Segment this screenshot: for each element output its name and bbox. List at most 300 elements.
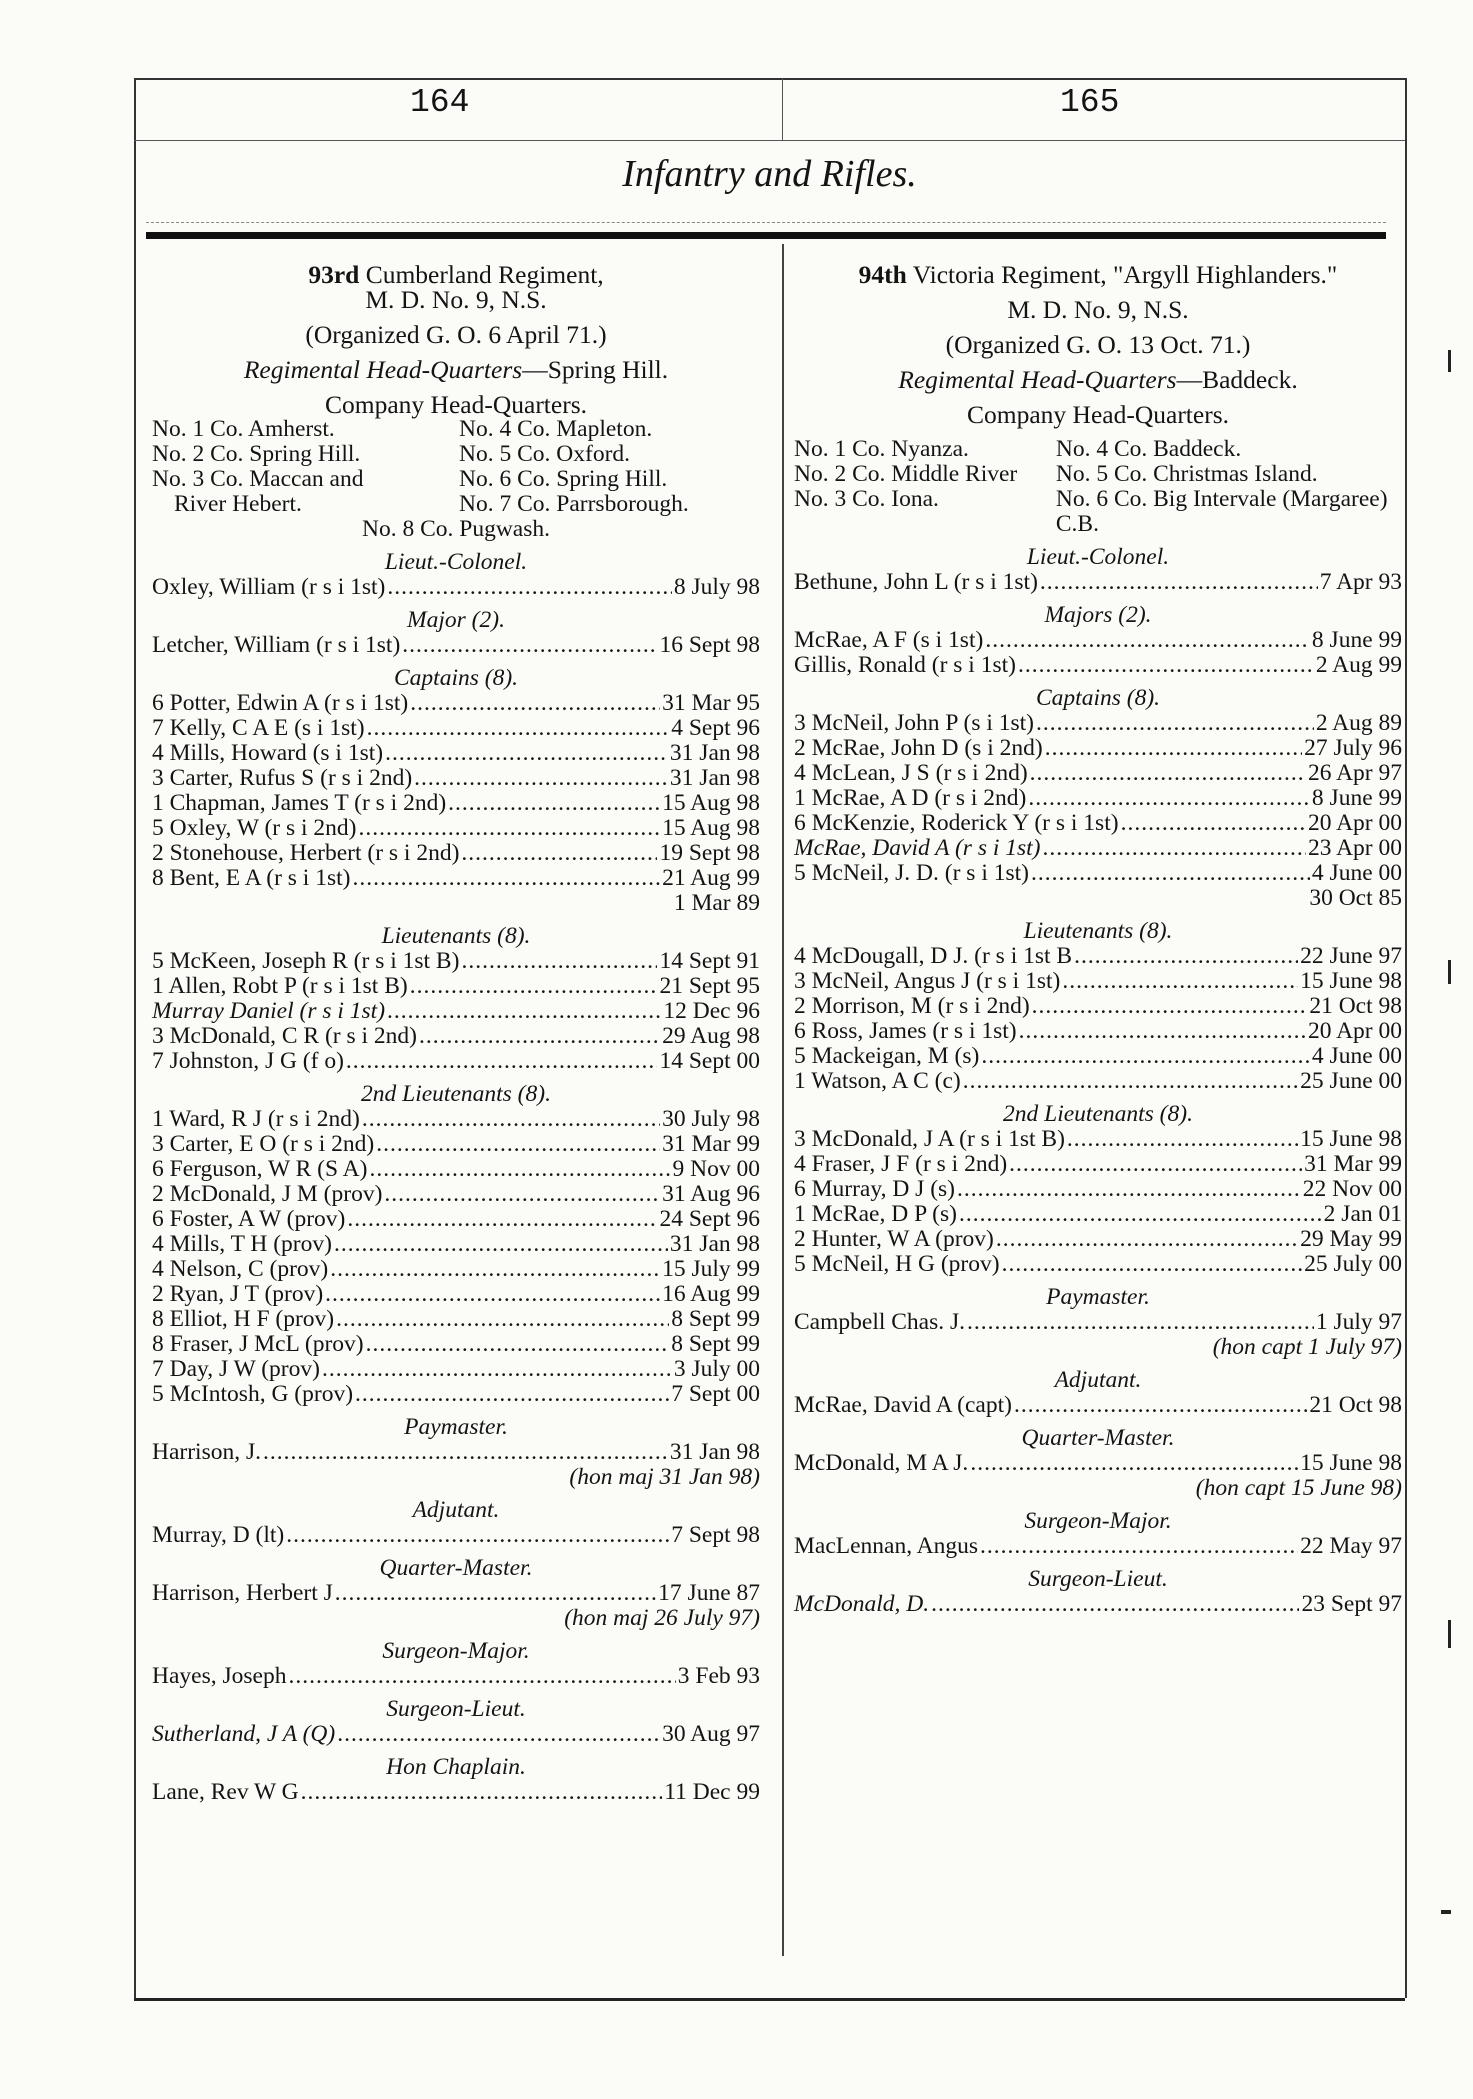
section-heading: 2nd Lieutenants (8). [1003,1101,1193,1127]
officer-name: 5 McIntosh, G (prov) [152,1381,354,1407]
officer-name: Letcher, William (r s i 1st) [152,632,401,658]
company-item: No. 1 Co. Amherst. [152,416,335,442]
entry-note: (hon capt 15 June 98) [1195,1475,1402,1501]
leader-dots [970,1451,1298,1476]
leader-dots [376,1132,660,1157]
commission-date: 22 Nov 00 [1302,1176,1402,1202]
roster-entry [152,1440,760,1465]
leader-dots [996,1227,1298,1252]
officer-name: 5 Mackeigan, M (s) [794,1043,980,1069]
leader-dots [387,999,661,1024]
roster-entry [794,1227,1402,1252]
right-regimental-hq [794,367,1402,392]
commission-date: 17 June 87 [658,1580,760,1606]
leader-dots [410,691,660,716]
roster-entry [152,866,760,891]
officer-name: 4 Mills, T H (prov) [152,1231,332,1257]
leader-dots [1014,1393,1307,1418]
leader-dots [414,766,668,791]
commission-date: 15 June 98 [1300,1450,1402,1476]
company-item: No. 4 Co. Mapleton. [459,416,653,442]
officer-name: 6 McKenzie, Roderick Y (r s i 1st) [794,810,1119,836]
roster-entry [152,766,760,791]
roster-entry [152,1357,760,1382]
leader-dots [419,1024,660,1049]
left-unit-heading [152,262,760,287]
leader-dots [1030,761,1306,786]
commission-date: 16 Sept 98 [659,632,760,658]
commission-date: 8 July 98 [673,574,760,600]
roster-entry [152,816,760,841]
roster-entry [794,786,1402,811]
left-roster [152,550,760,1805]
leader-dots [369,1157,670,1182]
commission-date: 14 Sept 91 [659,948,760,974]
officer-name: 1 Ward, R J (r s i 2nd) [152,1106,360,1132]
roster-entry [794,1202,1402,1227]
roster-entry [152,1049,760,1074]
section-heading: Hon Chaplain. [386,1754,526,1780]
roster-entry [152,1257,760,1282]
title-thick-rule [146,232,1386,239]
roster-entry [794,1177,1402,1202]
right-hq-label: Regimental Head-Quarters [898,365,1177,394]
leader-dots [981,1044,1310,1069]
roster-entry [794,969,1402,994]
roster-entry [152,841,760,866]
right-unit-name: Victoria Regiment, "Argyll Highlanders." [912,260,1338,289]
company-item: No. 8 Co. Pugwash. [361,516,550,542]
right-companies [794,437,1402,537]
commission-date: 30 July 98 [662,1106,760,1132]
leader-dots [288,1664,675,1689]
right-district: M. D. No. 9, N.S. [1007,295,1189,324]
title-thin-rule [146,222,1386,223]
officer-name: 2 McDonald, J M (prov) [152,1181,383,1207]
leader-dots [963,1069,1298,1094]
officer-name: 7 Kelly, C A E (s i 1st) [152,715,365,741]
officer-name: 7 Johnston, J G (f o) [152,1048,344,1074]
company-item: No. 6 Co. Spring Hill. [459,466,668,492]
margin-mark [1448,960,1451,984]
officer-name: 7 Day, J W (prov) [152,1356,320,1382]
officer-name: 1 Watson, A C (c) [794,1068,961,1094]
roster-entry [794,1393,1402,1418]
leader-dots [263,1440,668,1465]
leader-dots [1009,1152,1302,1177]
officer-name: Murray Daniel (r s i 1st) [152,998,386,1024]
page-title: Infantry and Rifles. [622,153,917,195]
leader-dots [359,816,661,841]
entry-note: (hon maj 26 July 97) [564,1605,760,1631]
roster-entry [152,1107,760,1132]
officer-name: 2 Stonehouse, Herbert (r s i 2nd) [152,840,460,866]
officer-name: 5 Oxley, W (r s i 2nd) [152,815,357,841]
leader-dots [461,949,657,974]
commission-date: 31 Jan 98 [669,740,760,766]
company-item: No. 6 Co. Big Intervale (Margaree) C.B. [1055,486,1388,537]
left-column [152,262,760,1805]
leader-dots [330,1257,660,1282]
entry-note: 1 Mar 89 [673,890,760,916]
right-unit-heading [794,262,1402,287]
commission-date: 15 June 98 [1300,968,1402,994]
commission-date: 21 Sept 95 [659,973,760,999]
officer-name: 2 McRae, John D (s i 2nd) [794,735,1043,761]
commission-date: 29 Aug 98 [662,1023,760,1049]
officer-name: 8 Elliot, H F (prov) [152,1306,335,1332]
commission-date: 25 June 00 [1300,1068,1402,1094]
roster-entry [152,1780,760,1805]
page-number-right: 165 [1060,84,1120,121]
commission-date: 8 June 99 [1311,785,1402,811]
commission-date: 31 Aug 96 [662,1181,760,1207]
roster-entry [152,1024,760,1049]
column-divider [782,244,784,1956]
commission-date: 31 Jan 98 [669,1439,760,1465]
section-heading: Lieut.-Colonel. [1026,544,1170,570]
commission-date: 12 Dec 96 [663,998,760,1024]
right-company-hq-label: Company Head-Quarters. [967,400,1229,429]
entry-note: (hon capt 1 July 97) [1212,1334,1402,1360]
company-item: River Hebert. [174,491,302,517]
leader-dots [337,1722,660,1747]
officer-name: 2 Morrison, M (r s i 2nd) [794,993,1030,1019]
left-unit-number: 93rd [308,260,360,289]
section-heading: 2nd Lieutenants (8). [361,1081,551,1107]
leader-dots [336,1307,669,1332]
commission-date: 4 June 00 [1311,860,1402,886]
roster-entry [152,741,760,766]
leader-dots [448,791,660,816]
leader-dots [461,841,657,866]
officer-name: 1 Chapman, James T (r s i 2nd) [152,790,447,816]
leader-dots [985,628,1310,653]
officer-name: 1 McRae, D P (s) [794,1201,957,1227]
officer-name: Campbell Chas. J. [794,1309,966,1335]
roster-entry [794,994,1402,1019]
commission-date: 4 Sept 96 [671,715,760,741]
leader-dots [1019,1019,1306,1044]
officer-name: 4 Mills, Howard (s i 1st) [152,740,384,766]
company-item: No. 1 Co. Nyanza. [794,436,969,462]
officer-name: 4 Nelson, C (prov) [152,1256,329,1282]
officer-name: Murray, D (lt) [152,1522,285,1548]
roster-entry [152,974,760,999]
commission-date: 14 Sept 00 [659,1048,760,1074]
leader-dots [347,1207,657,1232]
company-item: No. 5 Co. Oxford. [459,441,631,467]
officer-name: 3 McNeil, John P (s i 1st) [794,710,1035,736]
company-item: No. 5 Co. Christmas Island. [1055,461,1318,487]
roster-entry [794,653,1402,678]
roster-entry [794,1534,1402,1559]
leader-dots [346,1049,658,1074]
section-heading: Adjutant. [412,1497,500,1523]
roster-entry [152,791,760,816]
right-unit-number: 94th [858,260,907,289]
roster-entry [794,711,1402,736]
leader-dots [1121,811,1306,836]
leader-dots [410,974,658,999]
commission-date: 26 Apr 97 [1308,760,1402,786]
roster-entry [152,1132,760,1157]
leader-dots [335,1581,656,1606]
section-heading: Lieut.-Colonel. [384,549,528,575]
officer-name: 6 Ross, James (r s i 1st) [794,1018,1017,1044]
left-organized: (Organized G. O. 6 April 71.) [305,320,607,349]
roster-entry [794,1019,1402,1044]
roster-entry [152,575,760,600]
roster-entry [794,1451,1402,1476]
leader-dots [1062,969,1298,994]
leader-dots [1036,711,1314,736]
right-hq-value: —Baddeck. [1176,365,1298,394]
commission-date: 1 July 97 [1315,1309,1402,1335]
commission-date: 7 Sept 98 [671,1522,760,1548]
margin-mark [1448,1620,1451,1648]
roster-entry [794,1127,1402,1152]
company-item: No. 3 Co. Iona. [794,486,939,512]
leader-dots [355,1382,669,1407]
commission-date: 8 June 99 [1311,627,1402,653]
section-heading: Paymaster. [404,1414,508,1440]
leader-dots [931,1592,1299,1617]
leader-dots [1067,1127,1298,1152]
officer-name: 6 Ferguson, W R (S A) [152,1156,368,1182]
commission-date: 31 Mar 95 [662,690,760,716]
commission-date: 2 Aug 89 [1315,710,1402,736]
officer-name: MacLennan, Angus [794,1533,979,1559]
page-number-left: 164 [410,84,470,121]
company-item: No. 7 Co. Parrsborough. [459,491,689,517]
commission-date: 11 Dec 99 [664,1779,760,1805]
officer-name: 4 Fraser, J F (r s i 2nd) [794,1151,1008,1177]
leader-dots [967,1310,1314,1335]
officer-name: 1 Allen, Robt P (r s i 1st B) [152,973,408,999]
section-heading: Surgeon-Major. [1024,1508,1172,1534]
section-heading: Surgeon-Major. [382,1638,530,1664]
officer-name: 6 Murray, D J (s) [794,1176,955,1202]
commission-date: 31 Jan 98 [669,1231,760,1257]
leader-dots [366,1332,670,1357]
officer-name: 5 McNeil, H G (prov) [794,1251,1000,1277]
leader-dots [980,1534,1298,1559]
section-heading: Adjutant. [1054,1367,1142,1393]
officer-name: Sutherland, J A (Q) [152,1721,336,1747]
leader-dots [301,1780,663,1805]
leader-dots [1043,836,1307,861]
left-hq-label: Regimental Head-Quarters [243,355,523,384]
roster-entry [152,716,760,741]
officer-name: 5 McKeen, Joseph R (r s i 1st B) [152,948,460,974]
right-roster [794,545,1402,1617]
leader-dots [387,575,671,600]
roster-entry [152,1664,760,1689]
left-regimental-hq [152,357,760,382]
roster-entry [152,691,760,716]
roster-entry [794,861,1402,886]
roster-entry [152,1157,760,1182]
leader-dots [286,1523,669,1548]
officer-name: 6 Potter, Edwin A (r s i 1st) [152,690,409,716]
officer-name: 5 McNeil, J. D. (r s i 1st) [794,860,1029,886]
leader-dots [325,1282,660,1307]
leader-dots [384,1182,660,1207]
commission-date: 15 Aug 98 [662,790,760,816]
leader-dots [334,1232,668,1257]
left-hq-value: —Spring Hill. [522,355,669,384]
roster-entry [794,570,1402,595]
commission-date: 21 Aug 99 [662,865,760,891]
roster-entry [152,999,760,1024]
leader-dots [959,1202,1322,1227]
company-item: No. 2 Co. Spring Hill. [152,441,361,467]
leader-dots [352,866,660,891]
roster-entry [794,1044,1402,1069]
commission-date: 15 July 99 [662,1256,760,1282]
leader-dots [1045,736,1302,761]
roster-entry [794,736,1402,761]
roster-entry [152,1282,760,1307]
officer-name: 4 McDougall, D J. (r s i 1st B [794,943,1073,969]
officer-name: McRae, David A (r s i 1st) [794,835,1041,861]
officer-name: 8 Bent, E A (r s i 1st) [152,865,351,891]
roster-entry [152,1581,760,1606]
officer-name: McRae, A F (s i 1st) [794,627,984,653]
commission-date: 20 Apr 00 [1308,810,1402,836]
officer-name: 3 McDonald, J A (r s i 1st B) [794,1126,1065,1152]
commission-date: 4 June 00 [1311,1043,1402,1069]
commission-date: 23 Apr 00 [1308,835,1402,861]
section-heading: Quarter-Master. [1021,1425,1175,1451]
roster-entry [794,836,1402,861]
section-heading: Captains (8). [1035,685,1161,711]
roster-entry [152,1523,760,1548]
officer-name: Oxley, William (r s i 1st) [152,574,386,600]
roster-entry [794,628,1402,653]
roster-entry [152,1307,760,1332]
company-item: No. 3 Co. Maccan and [152,466,364,492]
commission-date: 7 Sept 00 [671,1381,760,1407]
roster-entry [794,761,1402,786]
header-rule [134,140,1405,141]
officer-name: 2 Ryan, J T (prov) [152,1281,324,1307]
commission-date: 3 Feb 93 [677,1663,760,1689]
officer-name: 3 McDonald, C R (r s i 2nd) [152,1023,418,1049]
officer-name: Harrison, Herbert J [152,1580,333,1606]
roster-entry [794,1252,1402,1277]
commission-date: 27 July 96 [1304,735,1402,761]
officer-name: Hayes, Joseph [152,1663,287,1689]
commission-date: 22 May 97 [1300,1533,1402,1559]
entry-note: 30 Oct 85 [1309,885,1402,911]
section-heading: Captains (8). [393,665,519,691]
officer-name: 3 Carter, E O (r s i 2nd) [152,1131,375,1157]
frame-bottom-rule [134,1998,1405,2001]
commission-date: 31 Jan 98 [669,765,760,791]
leader-dots [1031,861,1310,886]
officer-name: Gillis, Ronald (r s i 1st) [794,652,1016,678]
leader-dots [1032,994,1308,1019]
officer-name: Lane, Rev W G [152,1779,299,1805]
commission-date: 8 Sept 99 [671,1306,760,1332]
commission-date: 3 July 00 [673,1356,760,1382]
commission-date: 22 June 97 [1300,943,1402,969]
commission-date: 25 July 00 [1304,1251,1402,1277]
officer-name: Harrison, J. [152,1439,261,1465]
commission-date: 7 Apr 93 [1319,569,1402,595]
leader-dots [1002,1252,1302,1277]
commission-date: 19 Sept 98 [659,840,760,866]
roster-entry [152,949,760,974]
commission-date: 15 Aug 98 [662,815,760,841]
officer-name: McDonald, M A J. [794,1450,969,1476]
margin-mark [1441,1910,1451,1914]
officer-name: Bethune, John L (r s i 1st) [794,569,1038,595]
officer-name: 1 McRae, A D (r s i 2nd) [794,785,1027,811]
commission-date: 30 Aug 97 [662,1721,760,1747]
officer-name: 4 McLean, J S (r s i 2nd) [794,760,1028,786]
roster-entry [152,1332,760,1357]
commission-date: 8 Sept 99 [671,1331,760,1357]
officer-name: 2 Hunter, W A (prov) [794,1226,994,1252]
officer-name: McDonald, D. [794,1591,930,1617]
roster-entry [152,1182,760,1207]
officer-name: 6 Foster, A W (prov) [152,1206,346,1232]
commission-date: 23 Sept 97 [1301,1591,1402,1617]
right-column [794,262,1402,1617]
margin-mark [1448,350,1451,372]
leader-dots [367,716,670,741]
leader-dots [385,741,668,766]
roster-entry [152,1207,760,1232]
commission-date: 31 Mar 99 [1304,1151,1402,1177]
page-number-divider [782,78,783,140]
roster-entry [152,1232,760,1257]
leader-dots [322,1357,672,1382]
commission-date: 2 Aug 99 [1315,652,1402,678]
officer-name: 8 Fraser, J McL (prov) [152,1331,364,1357]
entry-note: (hon maj 31 Jan 98) [569,1464,760,1490]
company-item: No. 2 Co. Middle River [794,461,1018,487]
section-heading: Surgeon-Lieut. [1028,1566,1168,1592]
leader-dots [1018,653,1314,678]
left-company-hq-label: Company Head-Quarters. [325,390,587,419]
roster-entry [794,1069,1402,1094]
section-heading: Surgeon-Lieut. [386,1696,526,1722]
roster-entry [152,1722,760,1747]
commission-date: 9 Nov 00 [672,1156,760,1182]
section-heading: Quarter-Master. [379,1555,533,1581]
section-heading: Major (2). [407,607,505,633]
left-unit-name: Cumberland Regiment, [365,260,604,289]
section-heading: Lieutenants (8). [381,923,531,949]
roster-entry [794,1592,1402,1617]
roster-entry [794,944,1402,969]
roster-entry [152,633,760,658]
officer-name: 3 Carter, Rufus S (r s i 2nd) [152,765,413,791]
officer-name: 3 McNeil, Angus J (r s i 1st) [794,968,1061,994]
right-organized: (Organized G. O. 13 Oct. 71.) [945,330,1251,359]
leader-dots [1074,944,1298,969]
roster-entry [794,1152,1402,1177]
commission-date: 31 Mar 99 [662,1131,760,1157]
section-heading: Lieutenants (8). [1023,918,1173,944]
commission-date: 21 Oct 98 [1309,1392,1402,1418]
section-heading: Paymaster. [1046,1284,1150,1310]
section-heading: Majors (2). [1044,602,1152,628]
